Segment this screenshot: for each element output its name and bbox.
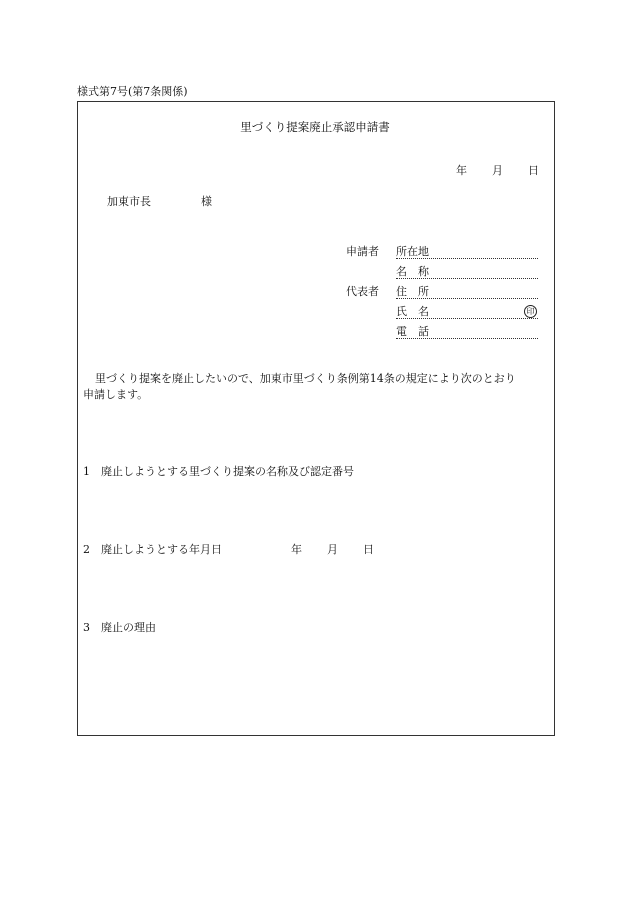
seal-mark: 印 — [524, 305, 537, 318]
representative-address-field[interactable] — [396, 298, 538, 299]
body-text-line-2: 申請します。 — [83, 388, 149, 401]
applicant-name-label: 名 称 — [396, 265, 429, 278]
date-year-label: 年 — [456, 164, 467, 177]
applicant-role-label: 申請者 — [346, 245, 379, 258]
item-2-label: 廃止しようとする年月日 — [101, 543, 222, 556]
representative-name-field[interactable] — [396, 318, 538, 319]
applicant-location-label: 所在地 — [396, 245, 429, 258]
representative-address-label: 住 所 — [396, 285, 429, 298]
applicant-name-field[interactable] — [396, 278, 538, 279]
representative-phone-field[interactable] — [396, 338, 538, 339]
representative-role-label: 代表者 — [346, 285, 379, 298]
item-2-year-label: 年 — [291, 543, 302, 556]
item-2-day-label: 日 — [363, 543, 374, 556]
addressee-name: 加東市長 — [107, 195, 151, 208]
addressee-honorific: 様 — [201, 195, 212, 208]
representative-name-label: 氏 名 — [396, 305, 429, 318]
representative-phone-label: 電 話 — [396, 325, 429, 338]
body-text-line-1: 里づくり提案を廃止したいので、加東市里づくり条例第14条の規定により次のとおり — [95, 372, 516, 385]
document-title: 里づくり提案廃止承認申請書 — [240, 120, 390, 134]
applicant-location-field[interactable] — [396, 258, 538, 259]
form-number-label: 様式第7号(第7条関係) — [77, 85, 188, 98]
item-2-number: 2 — [83, 543, 90, 556]
item-3-label: 廃止の理由 — [101, 621, 156, 634]
item-2-month-label: 月 — [327, 543, 338, 556]
item-1-number: 1 — [83, 465, 90, 478]
item-3-number: 3 — [83, 621, 90, 634]
item-1-label: 廃止しようとする里づくり提案の名称及び認定番号 — [101, 465, 354, 478]
date-day-label: 日 — [528, 164, 539, 177]
date-month-label: 月 — [492, 164, 503, 177]
